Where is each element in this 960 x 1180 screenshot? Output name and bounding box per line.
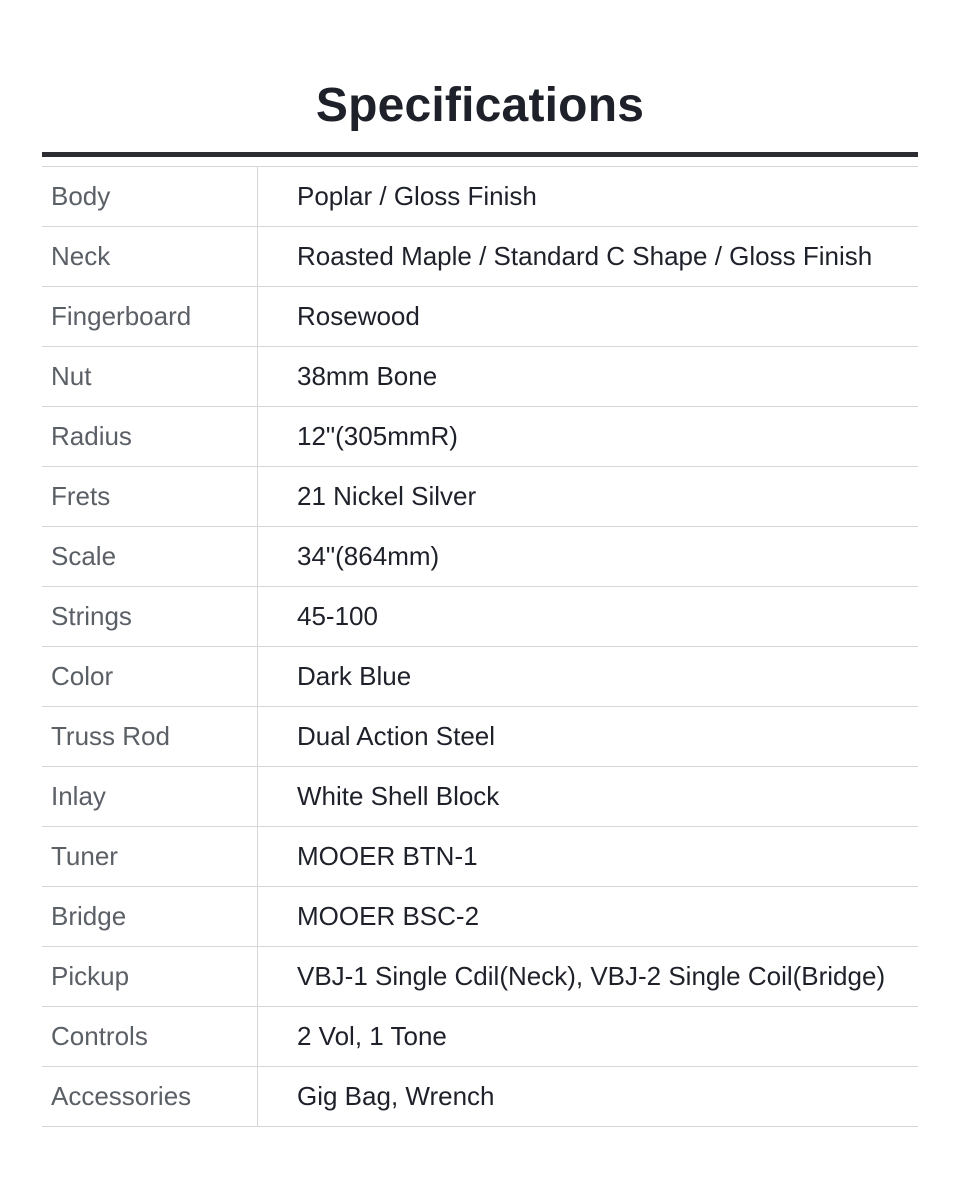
spec-value: MOOER BTN-1 <box>258 827 919 887</box>
spec-label: Radius <box>42 407 258 467</box>
spec-row-frets <box>42 467 918 527</box>
spec-label: Scale <box>42 527 258 587</box>
spec-row-nut <box>42 347 918 407</box>
spec-row-tuner <box>42 827 918 887</box>
spec-value: 45-100 <box>258 587 919 647</box>
spec-row-radius <box>42 407 918 467</box>
spec-row-pickup <box>42 947 918 1007</box>
spec-label: Fingerboard <box>42 287 258 347</box>
spec-value: 34"(864mm) <box>258 527 919 587</box>
spec-row-neck <box>42 227 918 287</box>
specifications-table-body <box>42 167 918 1127</box>
spec-label: Body <box>42 167 258 227</box>
spec-value: Poplar / Gloss Finish <box>258 167 919 227</box>
spec-label: Neck <box>42 227 258 287</box>
spec-row-controls <box>42 1007 918 1067</box>
spec-row-inlay <box>42 767 918 827</box>
page-title: Specifications <box>315 79 645 133</box>
spec-value: Rosewood <box>258 287 919 347</box>
spec-value: 2 Vol, 1 Tone <box>258 1007 919 1067</box>
spec-value: Gig Bag, Wrench <box>258 1067 919 1127</box>
spec-row-accessories <box>42 1067 918 1127</box>
spec-label: Bridge <box>42 887 258 947</box>
spec-value: Dark Blue <box>258 647 919 707</box>
spec-row-color <box>42 647 918 707</box>
spec-label: Truss Rod <box>42 707 258 767</box>
spec-label: Pickup <box>42 947 258 1007</box>
spec-value: Dual Action Steel <box>258 707 919 767</box>
spec-label: Nut <box>42 347 258 407</box>
spec-value: Roasted Maple / Standard C Shape / Gloss Finish <box>258 227 919 287</box>
spec-label: Color <box>42 647 258 707</box>
spec-label: Frets <box>42 467 258 527</box>
spec-value: 12"(305mmR) <box>258 407 919 467</box>
spec-label: Inlay <box>42 767 258 827</box>
spec-row-bridge <box>42 887 918 947</box>
spec-label: Controls <box>42 1007 258 1067</box>
spec-label: Tuner <box>42 827 258 887</box>
spec-value: 38mm Bone <box>258 347 919 407</box>
spec-label: Accessories <box>42 1067 258 1127</box>
spec-label: Strings <box>42 587 258 647</box>
spec-row-scale <box>42 527 918 587</box>
spec-row-fingerboard <box>42 287 918 347</box>
spec-row-strings <box>42 587 918 647</box>
spec-value: White Shell Block <box>258 767 919 827</box>
title-divider <box>42 152 918 157</box>
spec-row-truss-rod <box>42 707 918 767</box>
specifications-table <box>42 166 918 1127</box>
spec-value: VBJ-1 Single Cdil(Neck), VBJ-2 Single Coil(Bridge) <box>258 947 919 1007</box>
spec-value: 21 Nickel Silver <box>258 467 919 527</box>
spec-row-body <box>42 167 918 227</box>
spec-value: MOOER BSC-2 <box>258 887 919 947</box>
